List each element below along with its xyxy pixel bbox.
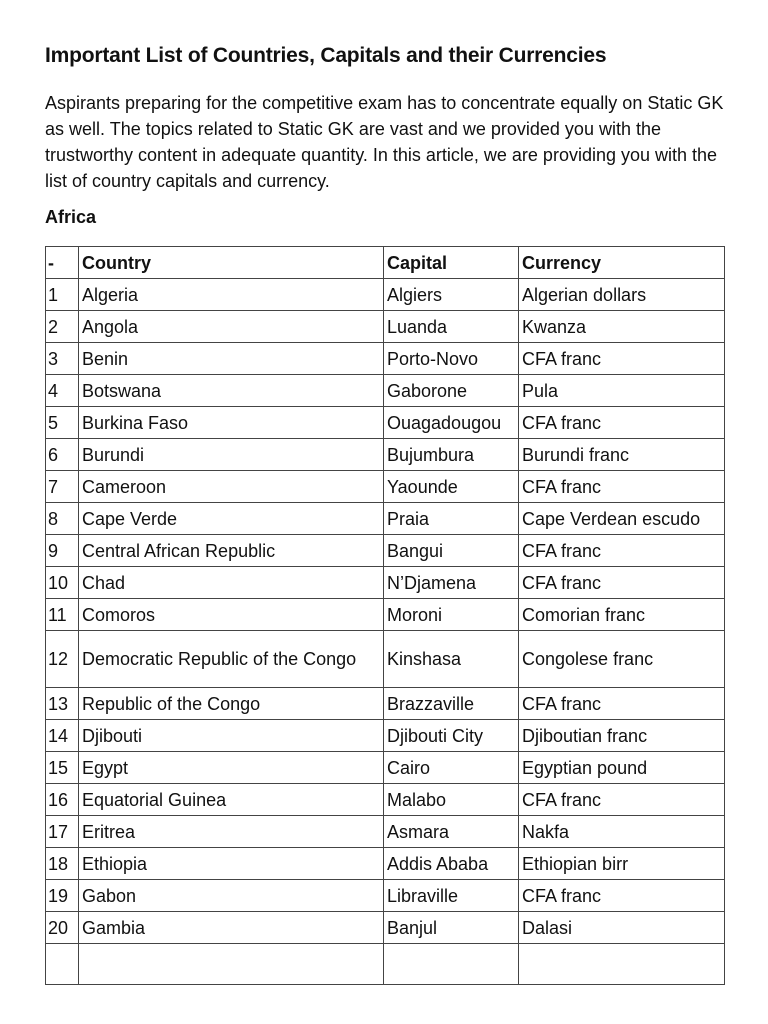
- table-row-partial: [46, 944, 725, 985]
- cell-country: Central African Republic: [79, 535, 384, 567]
- cell-capital: Moroni: [384, 599, 519, 631]
- cell-currency: Comorian franc: [519, 599, 725, 631]
- cell-country: Eritrea: [79, 816, 384, 848]
- cell-num: [46, 944, 79, 985]
- cell-num: 2: [46, 311, 79, 343]
- cell-country: Republic of the Congo: [79, 688, 384, 720]
- cell-currency: Ethiopian birr: [519, 848, 725, 880]
- cell-capital: Algiers: [384, 279, 519, 311]
- table-row: [46, 407, 725, 439]
- table-row: [46, 279, 725, 311]
- cell-country: Comoros: [79, 599, 384, 631]
- table-row: [46, 567, 725, 599]
- cell-num: 8: [46, 503, 79, 535]
- cell-currency: Congolese franc: [519, 631, 725, 688]
- cell-currency: CFA franc: [519, 688, 725, 720]
- cell-currency: CFA franc: [519, 471, 725, 503]
- cell-country: Equatorial Guinea: [79, 784, 384, 816]
- cell-capital: Bujumbura: [384, 439, 519, 471]
- cell-capital: Gaborone: [384, 375, 519, 407]
- section-heading-africa: Africa: [45, 207, 97, 227]
- cell-capital: Bangui: [384, 535, 519, 567]
- cell-num: 1: [46, 279, 79, 311]
- cell-num: 16: [46, 784, 79, 816]
- cell-num: 10: [46, 567, 79, 599]
- cell-num: 4: [46, 375, 79, 407]
- cell-currency: CFA franc: [519, 880, 725, 912]
- cell-country: Cameroon: [79, 471, 384, 503]
- cell-country: Democratic Republic of the Congo: [79, 631, 384, 688]
- cell-currency: CFA franc: [519, 535, 725, 567]
- cell-country: Benin: [79, 343, 384, 375]
- cell-capital: Addis Ababa: [384, 848, 519, 880]
- cell-country: Burundi: [79, 439, 384, 471]
- cell-currency: CFA franc: [519, 567, 725, 599]
- cell-country: Algeria: [79, 279, 384, 311]
- table-row: [46, 631, 725, 688]
- cell-num: 11: [46, 599, 79, 631]
- cell-currency: Cape Verdean escudo: [519, 503, 725, 535]
- table-row: [46, 311, 725, 343]
- cell-num: 3: [46, 343, 79, 375]
- cell-capital: Yaounde: [384, 471, 519, 503]
- table-row: [46, 752, 725, 784]
- cell-country: Djibouti: [79, 720, 384, 752]
- header-country: Country: [79, 247, 384, 279]
- table-row: [46, 720, 725, 752]
- cell-currency: Egyptian pound: [519, 752, 725, 784]
- cell-country: Egypt: [79, 752, 384, 784]
- cell-currency: CFA franc: [519, 407, 725, 439]
- cell-num: 20: [46, 912, 79, 944]
- table-row: [46, 599, 725, 631]
- cell-country: Gabon: [79, 880, 384, 912]
- header-capital: Capital: [384, 247, 519, 279]
- cell-country: Cape Verde: [79, 503, 384, 535]
- cell-num: 15: [46, 752, 79, 784]
- cell-num: 5: [46, 407, 79, 439]
- cell-currency: Djiboutian franc: [519, 720, 725, 752]
- table-row: [46, 816, 725, 848]
- table-row: [46, 912, 725, 944]
- table-row: [46, 688, 725, 720]
- countries-table: [45, 246, 725, 985]
- table-row: [46, 880, 725, 912]
- cell-num: 13: [46, 688, 79, 720]
- cell-num: 17: [46, 816, 79, 848]
- cell-capital: Asmara: [384, 816, 519, 848]
- cell-capital: Ouagadougou: [384, 407, 519, 439]
- cell-capital: Luanda: [384, 311, 519, 343]
- cell-capital: Djibouti City: [384, 720, 519, 752]
- cell-currency: Kwanza: [519, 311, 725, 343]
- cell-capital: N’Djamena: [384, 567, 519, 599]
- table-row: [46, 503, 725, 535]
- cell-currency: CFA franc: [519, 343, 725, 375]
- cell-country: Chad: [79, 567, 384, 599]
- cell-currency: [519, 944, 725, 985]
- cell-currency: Dalasi: [519, 912, 725, 944]
- article-title: Important List of Countries, Capitals and their Currencies: [45, 44, 607, 67]
- cell-capital: Cairo: [384, 752, 519, 784]
- cell-num: 18: [46, 848, 79, 880]
- header-currency: Currency: [519, 247, 725, 279]
- cell-country: Gambia: [79, 912, 384, 944]
- cell-num: 9: [46, 535, 79, 567]
- cell-country: Ethiopia: [79, 848, 384, 880]
- table-row: [46, 375, 725, 407]
- cell-capital: Malabo: [384, 784, 519, 816]
- table-row: [46, 343, 725, 375]
- cell-num: 19: [46, 880, 79, 912]
- cell-capital: Libraville: [384, 880, 519, 912]
- table-row: [46, 471, 725, 503]
- cell-capital: Banjul: [384, 912, 519, 944]
- header-num: -: [46, 247, 79, 279]
- cell-country: Botswana: [79, 375, 384, 407]
- cell-country: Burkina Faso: [79, 407, 384, 439]
- article-intro: Aspirants preparing for the competitive exam has to concentrate equally on Static GK as well. The topics related to Static GK are vast and we provided you with the trustworthy content in adequate quantity. In this article, we are providing you with the list of country capitals and currency.: [45, 93, 724, 191]
- countries-table-container: [45, 246, 725, 990]
- cell-currency: Burundi franc: [519, 439, 725, 471]
- cell-currency: Nakfa: [519, 816, 725, 848]
- cell-capital: [384, 944, 519, 985]
- cell-country: [79, 944, 384, 985]
- cell-capital: Praia: [384, 503, 519, 535]
- table-row: [46, 784, 725, 816]
- cell-currency: CFA franc: [519, 784, 725, 816]
- table-header-row: [46, 247, 725, 279]
- table-row: [46, 535, 725, 567]
- cell-capital: Kinshasa: [384, 631, 519, 688]
- cell-num: 7: [46, 471, 79, 503]
- table-row: [46, 848, 725, 880]
- cell-num: 12: [46, 631, 79, 688]
- table-row: [46, 439, 725, 471]
- cell-capital: Brazzaville: [384, 688, 519, 720]
- cell-currency: Algerian dollars: [519, 279, 725, 311]
- cell-country: Angola: [79, 311, 384, 343]
- cell-num: 6: [46, 439, 79, 471]
- cell-capital: Porto-Novo: [384, 343, 519, 375]
- cell-currency: Pula: [519, 375, 725, 407]
- cell-num: 14: [46, 720, 79, 752]
